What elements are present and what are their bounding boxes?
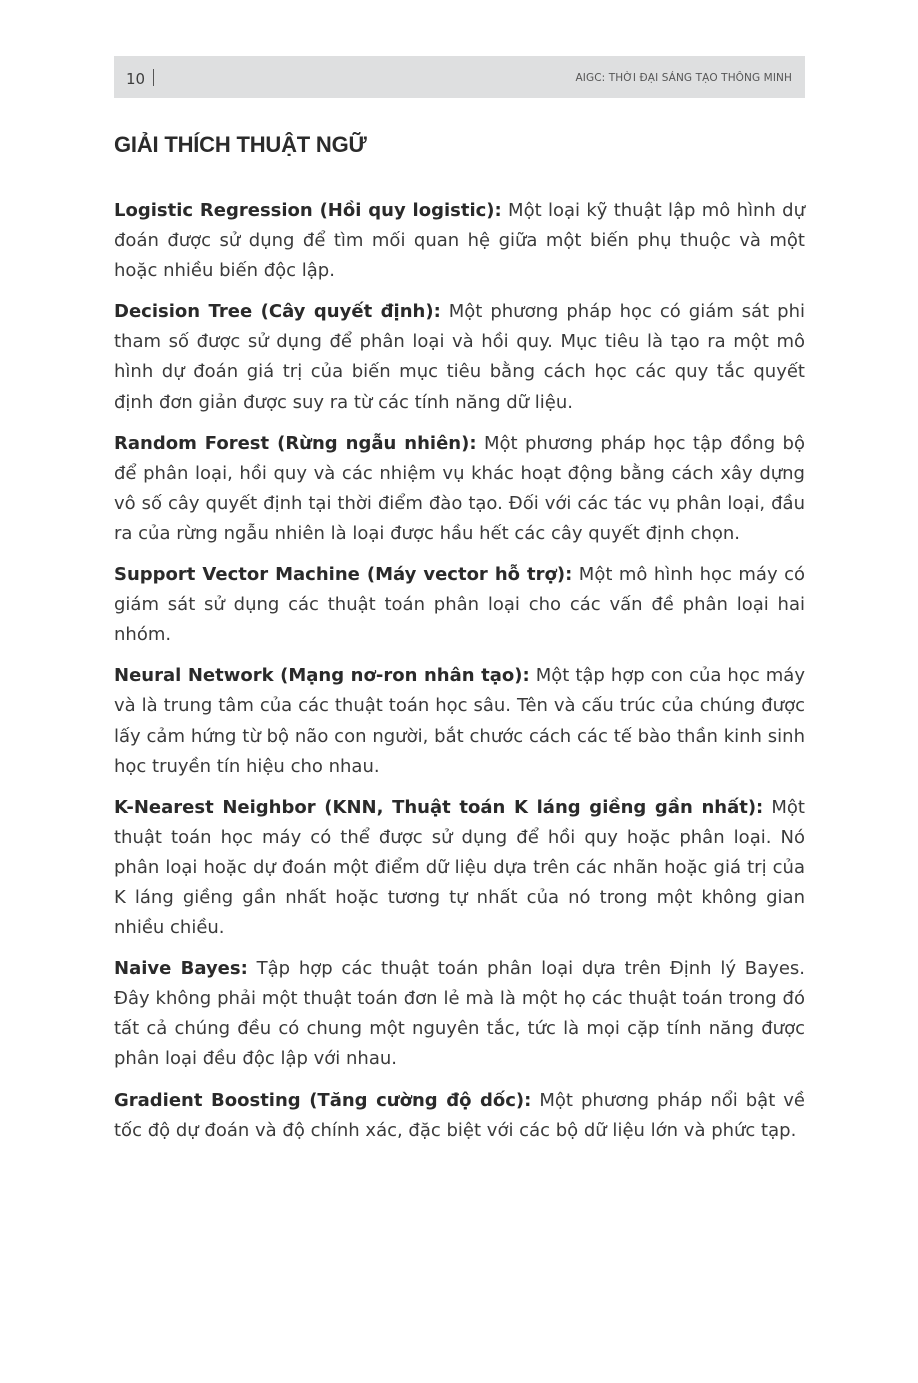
glossary-term: Support Vector Machine (Máy vector hỗ trợ): <box>114 564 573 586</box>
glossary-entry <box>114 297 805 417</box>
glossary-definition: Một phương pháp học có giám sát phi tham số được sử dụng để phân loại và hồi quy. Mục tiêu là tạo ra một mô hình dự đoán giá trị của biến mục tiêu bằng cách học các quy tắc quyết định đơn giản được suy ra từ các tính năng dữ liệu. <box>114 301 805 413</box>
glossary-term: Logistic Regression (Hồi quy logistic): <box>114 200 502 221</box>
page-header <box>114 56 805 98</box>
glossary-entry <box>114 429 805 549</box>
glossary-term: Gradient Boosting (Tăng cường độ dốc): <box>114 1089 532 1111</box>
glossary-term: Random Forest (Rừng ngẫu nhiên): <box>114 432 477 454</box>
glossary-term: Decision Tree (Cây quyết định): <box>114 301 441 323</box>
glossary-definition: Một phương pháp nổi bật về tốc độ dự đoán và độ chính xác, đặc biệt với các bộ dữ liệu lớn và phức tạp. <box>114 1089 806 1141</box>
glossary-entry <box>114 661 805 781</box>
glossary-term: Neural Network (Mạng nơ-ron nhân tạo): <box>114 665 530 687</box>
glossary-definition: Một tập hợp con của học máy và là trung tâm của các thuật toán học sâu. Tên và cấu trúc của chúng được lấy cảm hứng từ bộ não con người, bắt chước cách các tế bào thần kinh sinh học truyền tín hiệu cho nhau. <box>114 665 805 777</box>
glossary-list <box>114 196 805 1157</box>
page-number: 10 <box>126 70 146 88</box>
glossary-entry <box>114 196 805 286</box>
glossary-definition: Một phương pháp học tập đồng bộ để phân loại, hồi quy và các nhiệm vụ khác hoạt động bằng cách xây dựng vô số cây quyết định tại thời điểm đào tạo. Đối với các tác vụ phân loại, đầu ra của rừng ngẫu nhiên là loại được hầu hết các cây quyết định chọn. <box>114 432 805 544</box>
header-divider <box>153 69 154 86</box>
glossary-definition: Một mô hình học máy có giám sát sử dụng các thuật toán phân loại cho các vấn đề phân loại hai nhóm. <box>114 564 805 646</box>
glossary-term: K-Nearest Neighbor (KNN, Thuật toán K láng giềng gần nhất): <box>114 796 764 818</box>
glossary-definition: Một loại kỹ thuật lập mô hình dự đoán được sử dụng để tìm mối quan hệ giữa một biến phụ thuộc và một hoặc nhiều biến độc lập. <box>114 200 805 282</box>
glossary-definition: Một thuật toán học máy có thể được sử dụng để hồi quy hoặc phân loại. Nó phân loại hoặc dự đoán một điểm dữ liệu dựa trên các nhãn hoặc giá trị của K láng giềng gần nhất hoặc tương tự nhất của nó trong một không gian nhiều chiều. <box>114 796 805 939</box>
glossary-definition: Tập hợp các thuật toán phân loại dựa trên Định lý Bayes. Đây không phải một thuật toán đơn lẻ mà là một họ các thuật toán trong đó tất cả chúng đều có chung một nguyên tắc, tức là mọi cặp tính năng được phân loại đều độc lập với nhau. <box>114 958 805 1070</box>
running-title: AIGC: THỜI ĐẠI SÁNG TẠO THÔNG MINH <box>575 72 792 84</box>
glossary-entry <box>114 560 805 650</box>
glossary-entry <box>114 1086 805 1146</box>
glossary-term: Naive Bayes: <box>114 958 248 980</box>
glossary-entry <box>114 954 805 1074</box>
glossary-entry <box>114 793 805 943</box>
section-title: GIẢI THÍCH THUẬT NGỮ <box>114 132 367 157</box>
